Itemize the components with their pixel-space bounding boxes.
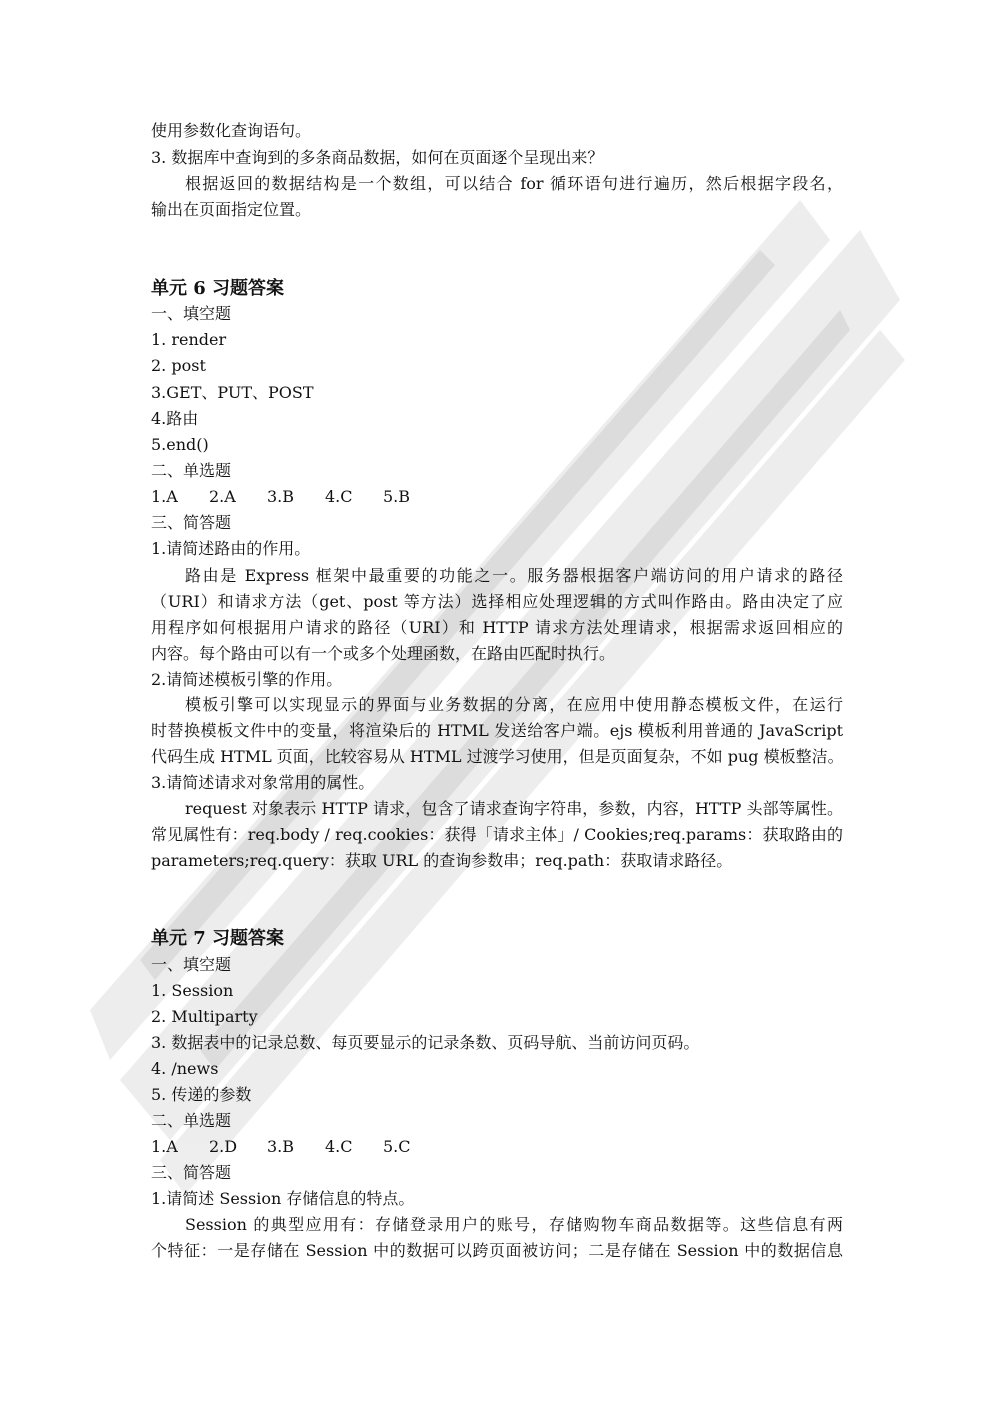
answer-paragraph-line: 路由是 Express 框架中最重要的功能之一。服务器根据客户端访问的用户请求的路径 (185, 566, 843, 585)
choice-answer: 2.A (209, 487, 236, 506)
answer-paragraph-line: （URI）和请求方法（get、post 等方法）选择相应处理逻辑的方式叫作路由。路由决定了应 (151, 592, 843, 611)
answer-paragraph-line: 输出在页面指定位置。 (151, 200, 312, 219)
unit-7-heading: 单元 7 习题答案 (151, 928, 285, 949)
choice-answers (151, 1137, 843, 1157)
choice-answer: 4.C (325, 1137, 353, 1156)
fill-answer: 4.路由 (151, 409, 199, 428)
answer-paragraph-line: 时替换模板文件中的变量，将渲染后的 HTML 发送给客户端。ejs 模板利用普通的 JavaScript (151, 721, 843, 740)
choice-answer: 4.C (325, 487, 353, 506)
text-line: 使用参数化查询语句。 (151, 121, 312, 140)
answer-paragraph-line: parameters;req.query：获取 URL 的查询参数串；req.path：获取请求路径。 (151, 851, 733, 870)
fill-answer: 1. Session (151, 981, 234, 1000)
section-heading-choice: 二、单选题 (151, 1111, 232, 1130)
section-heading-short: 三、简答题 (151, 513, 232, 532)
fill-answer: 5. 传递的参数 (151, 1085, 252, 1104)
fill-answer: 3.GET、PUT、POST (151, 383, 314, 402)
question-item: 2.请简述模板引擎的作用。 (151, 670, 343, 689)
answer-paragraph-line: 根据返回的数据结构是一个数组，可以结合 for 循环语句进行遍历，然后根据字段名， (185, 174, 843, 193)
fill-answer: 2. post (151, 356, 206, 375)
answer-paragraph-line: 代码生成 HTML 页面，比较容易从 HTML 过渡学习使用，但是页面复杂，不如 pug 模板整洁。 (151, 747, 844, 766)
answer-paragraph-line: 常见属性有：req.body / req.cookies：获得「请求主体」/ Cookies;req.params：获取路由的 (151, 825, 843, 844)
fill-answer: 1. render (151, 330, 227, 349)
choice-answer: 5.B (383, 487, 411, 506)
choice-answer: 1.A (151, 1137, 178, 1156)
choice-answers (151, 487, 843, 507)
section-heading-fill: 一、填空题 (151, 304, 232, 323)
section-heading-short: 三、简答题 (151, 1163, 232, 1182)
choice-answer: 3.B (267, 1137, 295, 1156)
choice-answer: 5.C (383, 1137, 411, 1156)
fill-answer: 3. 数据表中的记录总数、每页要显示的记录条数、页码导航、当前访问页码。 (151, 1033, 700, 1052)
answer-paragraph-line: 内容。每个路由可以有一个或多个处理函数，在路由匹配时执行。 (151, 644, 616, 663)
answer-paragraph-line: Session 的典型应用有：存储登录用户的账号，存储购物车商品数据等。这些信息有两 (185, 1215, 843, 1234)
question-item: 3.请简述请求对象常用的属性。 (151, 773, 375, 792)
unit-6-heading: 单元 6 习题答案 (151, 278, 285, 299)
question-item: 1.请简述 Session 存储信息的特点。 (151, 1189, 415, 1208)
question-item: 3. 数据库中查询到的多条商品数据，如何在页面逐个呈现出来？ (151, 148, 604, 167)
fill-answer: 5.end() (151, 435, 209, 454)
section-heading-choice: 二、单选题 (151, 461, 232, 480)
question-item: 1.请简述路由的作用。 (151, 539, 311, 558)
fill-answer: 4. /news (151, 1059, 219, 1078)
choice-answer: 1.A (151, 487, 178, 506)
answer-paragraph-line: request 对象表示 HTTP 请求，包含了请求查询字符串，参数，内容，HTTP 头部等属性。 (185, 799, 843, 818)
choice-answer: 2.D (209, 1137, 238, 1156)
answer-paragraph-line: 用程序如何根据用户请求的路径（URI）和 HTTP 请求方法处理请求，根据需求返回相应的 (151, 618, 843, 637)
section-heading-fill: 一、填空题 (151, 955, 232, 974)
answer-paragraph-line: 个特征：一是存储在 Session 中的数据可以跨页面被访问；二是存储在 Session 中的数据信息 (151, 1241, 843, 1260)
answer-paragraph-line: 模板引擎可以实现显示的界面与业务数据的分离，在应用中使用静态模板文件，在运行 (185, 695, 843, 714)
choice-answer: 3.B (267, 487, 295, 506)
fill-answer: 2. Multiparty (151, 1007, 258, 1026)
